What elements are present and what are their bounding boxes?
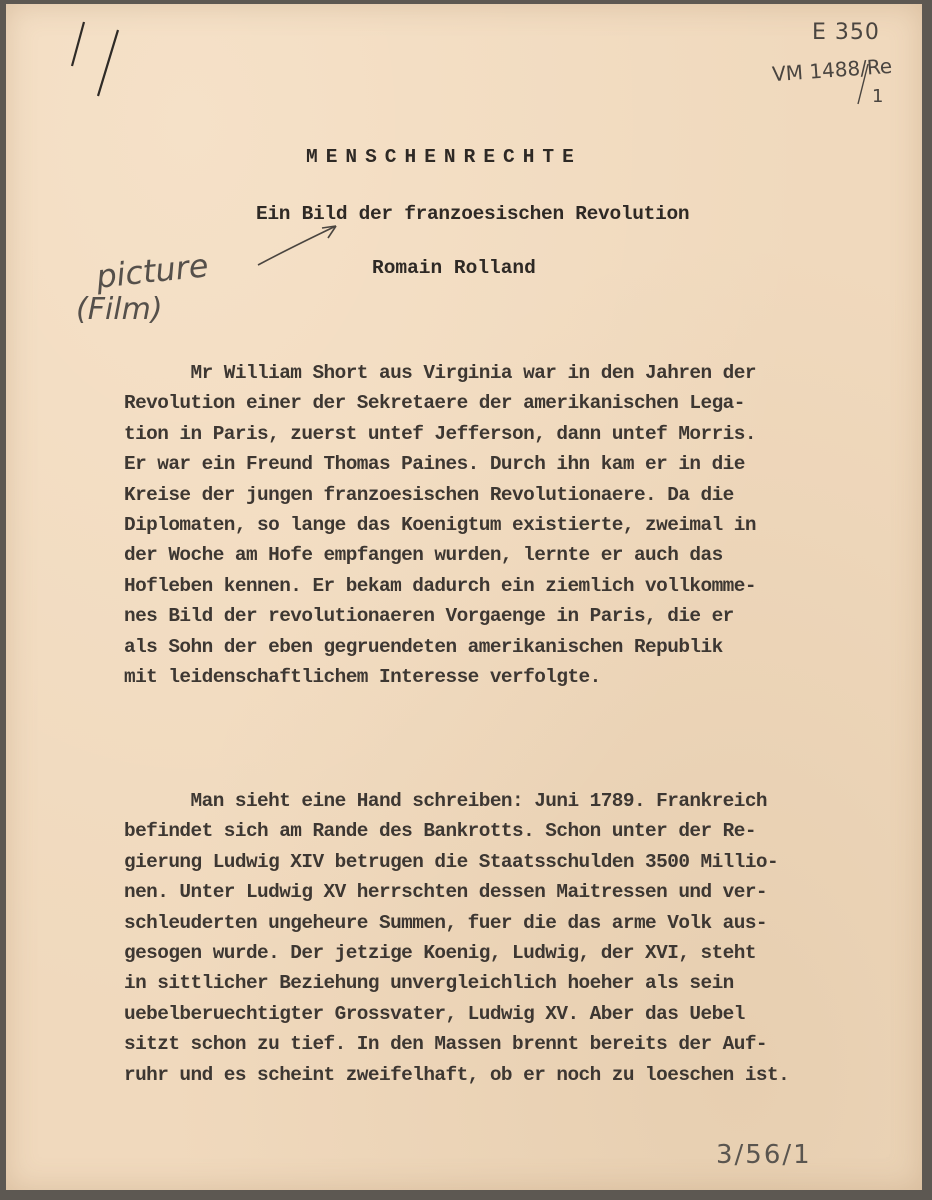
- text-line: Kreise der jungen franzoesischen Revolutionaere. Da die: [124, 483, 734, 506]
- text-line: Diplomaten, so lange das Koenigtum existierte, zweimal in: [124, 513, 756, 536]
- text-line: nen. Unter Ludwig XV herrschten dessen Maitressen und ver-: [124, 881, 768, 904]
- text-line: der Woche am Hofe empfangen wurden, lernte er auch das: [124, 544, 723, 567]
- text-line: uebelberuechtigter Grossvater, Ludwig XV. Aber das Uebel: [124, 1002, 745, 1025]
- paragraph-1: [124, 358, 756, 692]
- text-line: Hofleben kennen. Er bekam dadurch ein ziemlich vollkomme-: [124, 574, 756, 597]
- archive-reference-secondary: VM 1488/Re: [771, 53, 893, 87]
- archive-reference: E 350: [812, 20, 880, 45]
- text-line: als Sohn der eben gegruendeten amerikanischen Republik: [124, 635, 723, 658]
- text-line: sitzt schon zu tief. In den Massen brennt bereits der Auf-: [124, 1033, 768, 1056]
- text-line: Man sieht eine Hand schreiben: Juni 1789. Frankreich: [124, 790, 768, 812]
- text-line: gierung Ludwig XIV betrugen die Staatsschulden 3500 Millio-: [124, 850, 779, 873]
- text-line: befindet sich am Rande des Bankrotts. Schon unter der Re-: [124, 820, 756, 843]
- text-line: Er war ein Freund Thomas Paines. Durch ihn kam er in die: [124, 453, 745, 476]
- text-line: tion in Paris, zuerst untef Jefferson, dann untef Morris.: [124, 422, 756, 445]
- document-author: Romain Rolland: [372, 257, 536, 279]
- archive-reference-tertiary: 1: [872, 86, 884, 107]
- margin-note-film: (Film): [76, 292, 163, 327]
- text-line: schleuderten ungeheure Summen, fuer die das arme Volk aus-: [124, 911, 768, 934]
- text-line: gesogen wurde. Der jetzige Koenig, Ludwig, der XVI, steht: [124, 941, 756, 964]
- text-line: mit leidenschaftlichem Interesse verfolgte.: [124, 665, 601, 688]
- paragraph-2: [124, 786, 789, 1090]
- margin-note-picture: picture: [94, 246, 211, 296]
- text-line: in sittlicher Beziehung unvergleichlich hoeher als sein: [124, 972, 734, 995]
- document-subtitle: Ein Bild der franzoesischen Revolution: [256, 203, 690, 225]
- text-line: Mr William Short aus Virginia war in den Jahren der: [124, 362, 756, 384]
- text-line: Revolution einer der Sekretaere der amerikanischen Lega-: [124, 392, 745, 415]
- folio-number: 3/56/1: [716, 1140, 812, 1170]
- text-line: nes Bild der revolutionaeren Vorgaenge in Paris, die er: [124, 605, 734, 628]
- document-title: MENSCHENRECHTE: [306, 146, 582, 168]
- text-line: ruhr und es scheint zweifelhaft, ob er noch zu loeschen ist.: [124, 1063, 790, 1086]
